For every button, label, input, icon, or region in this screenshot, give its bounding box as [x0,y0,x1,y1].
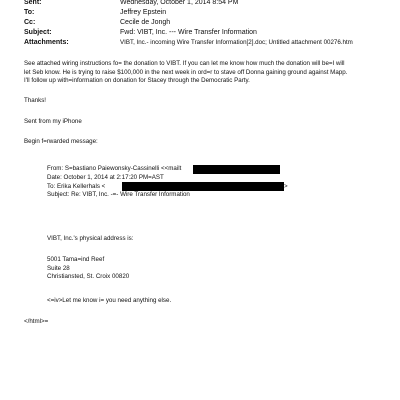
body-thanks: Thanks! [24,97,47,104]
header-sent-label: Sent: [24,0,42,6]
forwarded-date: Date: October 1, 2014 at 2:17:20 PM=AST [47,174,164,181]
header-attachments-value: VIBT, Inc.- incoming Wire Transfer Information[2].doc; Untitled attachment 00276.htm [120,39,353,46]
forwarded-to-end: > [284,182,288,190]
closing-let-me-know: <=iv>Let me know i= you need anything else. [47,297,172,304]
body-begin-forwarded: Begin f=rwarded message: [24,138,98,145]
header-subject-value: Fwd: VIBT, Inc. --- Wire Transfer Information [120,29,257,36]
address-intro: VIBT, Inc.'s physical address is: [47,235,134,242]
header-subject-label: Subject: [24,29,52,36]
header-cc-label: Cc: [24,19,36,26]
body-sent-from: Sent from my iPhone [24,118,82,125]
header-to-row [0,8,400,18]
header-sent-row [0,0,400,8]
header-to-label: To: [24,9,35,16]
forwarded-from: From: S=bastiano Paiewonsky-Cassinelli <<mailt [47,165,182,172]
address-line-1: 5001 Tama=ind Reef [47,256,105,263]
redaction-bar-to [122,182,284,191]
body-paragraph-line-2: let Seb know. He is trying to raise $100,000 in the next week in ord=r to stave off Donna gaining ground against Mapp. [24,68,348,76]
header-attachments-label: Attachments: [24,39,69,46]
header-attachments-row [0,38,400,48]
header-cc-row [0,18,400,28]
body-paragraph-line-1: See attached wiring instructions fo= the donation to VIBT. If you can let me know how much the donation will be=I will [24,60,345,67]
header-subject-row [0,28,400,38]
body-paragraph-line-3: I'll follow up with=information on donation for Stacey through the Democratic Party. [24,77,250,84]
closing-html-end: </html>= [24,318,49,325]
header-cc-value: Cecile de Jongh [120,19,171,26]
header-sent-value: Wednesday, October 1, 2014 8:54 PM [120,0,239,6]
forwarded-subject: Subject: Re: VIBT, Inc. -=- Wire Transfer Information [47,191,190,198]
redaction-bar-from [193,165,280,174]
forwarded-to: To: Erika Kellerhals < [47,182,106,190]
header-to-value: Jeffrey Epstein [120,9,167,16]
address-line-3: Christiansted, St. Croix 00820 [47,273,130,280]
address-line-2: Suite 28 [47,264,70,272]
